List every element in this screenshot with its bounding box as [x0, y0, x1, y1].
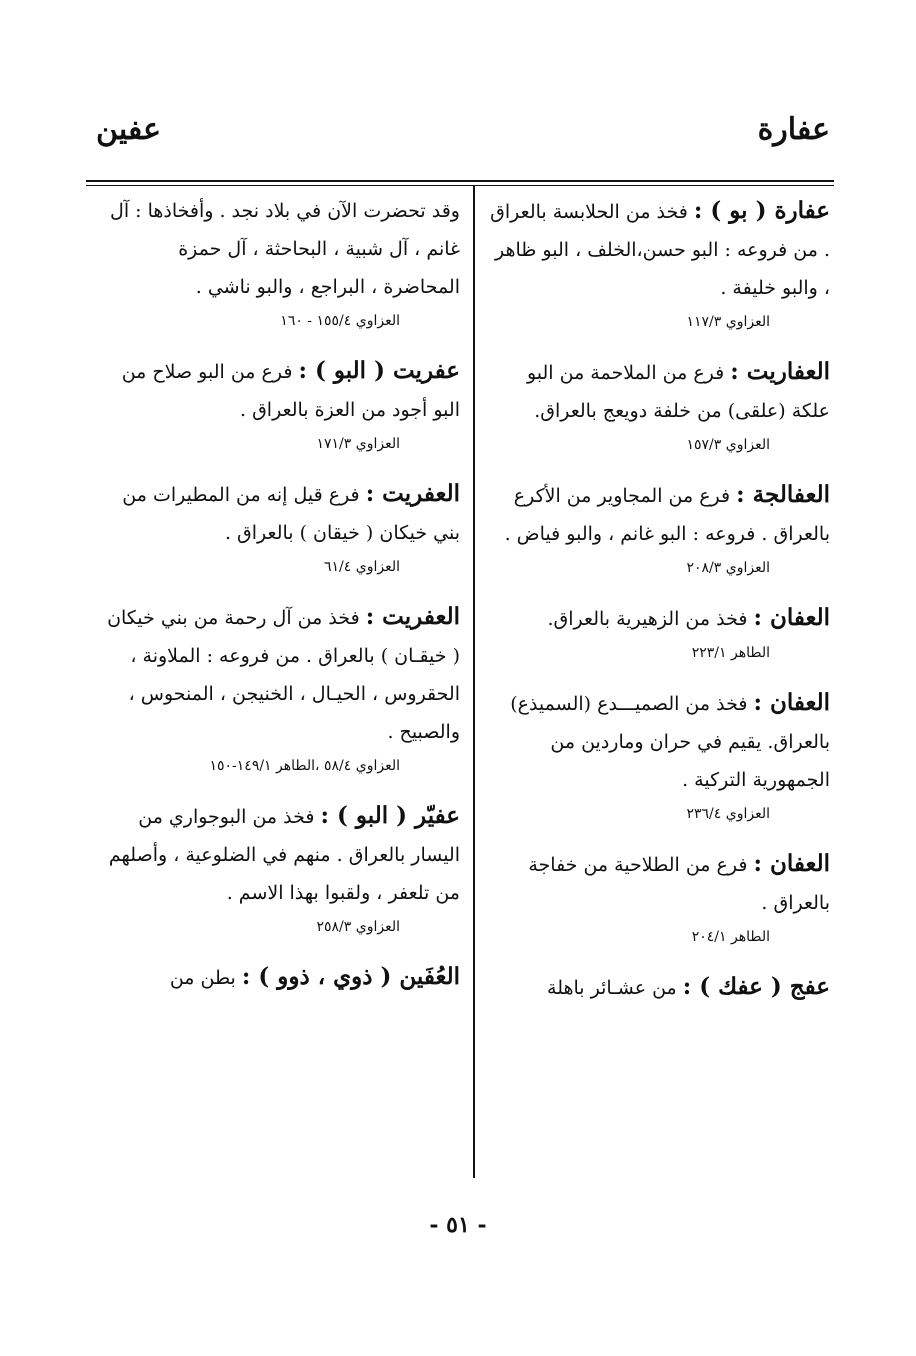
entry-text: [104, 352, 460, 429]
entry-body: من عشـائر باهلة: [547, 977, 683, 999]
entry-text: [486, 684, 830, 799]
headword: العفاريت :: [730, 358, 830, 385]
entry-body: فرع قيل إنه من المطيرات من بني خيكان ( خيقان ) بالعراق .: [122, 484, 460, 544]
entry-text: [104, 958, 460, 997]
page-number: - ٥١ -: [429, 1212, 487, 1238]
source-reference: العزاوي ٥٨/٤ ،الطاهر ١٤٩/١-١٥٠: [209, 758, 400, 774]
entry: [104, 958, 460, 997]
entry: [104, 598, 460, 777]
left-column: [104, 192, 460, 1017]
source-reference: العزاوي ٢٠٨/٣: [686, 560, 770, 576]
running-header-left: عفين: [96, 112, 161, 147]
entry: [104, 475, 460, 578]
entry: [104, 352, 460, 455]
headword: العفالجة :: [736, 481, 830, 508]
entry-body: فرع من المجاوير من الأكرع بالعراق . فروعه : البو غانم ، والبو فياض .: [504, 485, 830, 545]
headword: العفان :: [753, 689, 830, 716]
entry: [486, 968, 830, 1007]
entry: [486, 599, 830, 664]
entry-body: بطن من: [169, 967, 242, 989]
entry: [486, 845, 830, 948]
entry: [486, 684, 830, 825]
entry: [486, 192, 830, 333]
headword: العفريت :: [365, 603, 460, 630]
entry-text: [486, 599, 830, 638]
source-reference: العزاوي ٦١/٤: [324, 559, 400, 575]
headword: عفارة ( بو ) :: [693, 197, 830, 224]
column-divider: [473, 186, 475, 1178]
header-rule-thin: [86, 185, 834, 186]
headword: عفيّر ( البو ) :: [320, 802, 460, 829]
source-reference: الطاهر ٢٠٤/١: [691, 929, 770, 945]
headword: العفان :: [753, 604, 830, 631]
source-reference: العزاوي ١٥٥/٤ - ١٦٠: [280, 313, 400, 329]
entry-text: [104, 598, 460, 751]
entry-body: فرع من البو صلاح من البو أجود من العزة بالعراق .: [121, 361, 460, 421]
source-reference: العزاوي ٢٥٨/٣: [316, 919, 400, 935]
entry-text: [104, 797, 460, 912]
headword: عفج ( عفك ) :: [682, 973, 830, 1000]
entry-body: فرع من الطلاحية من خفاجة بالعراق .: [528, 854, 830, 914]
entry: [486, 476, 830, 579]
entry-body: فرع من الملاحمة من البو علكة (علقى) من خلفة دويعج بالعراق.: [526, 362, 830, 422]
entry-body: فخذ من البوجواري من اليسار بالعراق . منهم في الضلوعية ، وأصلهم من تلعفر ، ولقبوا بهذا الاسم .: [108, 806, 460, 904]
entry-body: فخذ من آل رحمة من بني خيكان ( خيقـان ) بالعراق . من فروعه : الملاونة ، الحقروس ، الحيـال ، الخنيجن ، المنحوس ، والصبيح .: [107, 607, 460, 743]
headword: العُفَين ( ذوي ، ذوو ) :: [241, 963, 460, 990]
entry: [486, 353, 830, 456]
source-reference: العزاوي ١٥٧/٣: [686, 437, 770, 453]
entry-text: [104, 192, 460, 306]
entry-text: [486, 192, 830, 307]
entry-body: فخذ من الحلابسة بالعراق . من فروعه : البو حسن،الخلف ، البو ظاهر ، والبو خليفة .: [490, 201, 830, 299]
entry-continuation: [104, 192, 460, 332]
entry-text: [486, 476, 830, 553]
header-rule: [86, 180, 834, 182]
entry: [104, 797, 460, 938]
right-column: [486, 192, 830, 1027]
headword: عفريت ( البو ) :: [298, 357, 460, 384]
source-reference: العزاوي ٢٣٦/٤: [686, 806, 770, 822]
headword: العفريت :: [365, 480, 460, 507]
source-reference: العزاوي ١٧١/٣: [316, 436, 400, 452]
entry-text: [104, 475, 460, 552]
entry-text: [486, 353, 830, 430]
headword: العفان :: [753, 850, 830, 877]
running-header-right: عفارة: [757, 112, 830, 147]
entry-text: [486, 968, 830, 1007]
entry-body: فخذ من الصميـــدع (السميذع) بالعراق. يقيم في حران وماردين من الجمهورية التركية .: [510, 693, 830, 791]
entry-body: وقد تحضرت الآن في بلاد نجد . وأفخاذها : آل غانم ، آل شبية ، البحاحثة ، آل حمزة المحاضرة ، البراجع ، والبو ناشي .: [110, 200, 460, 298]
entry-body: فخذ من الزهيرية بالعراق.: [547, 608, 754, 630]
entry-text: [486, 845, 830, 922]
source-reference: الطاهر ٢٢٣/١: [691, 645, 770, 661]
source-reference: العزاوي ١١٧/٣: [686, 314, 770, 330]
